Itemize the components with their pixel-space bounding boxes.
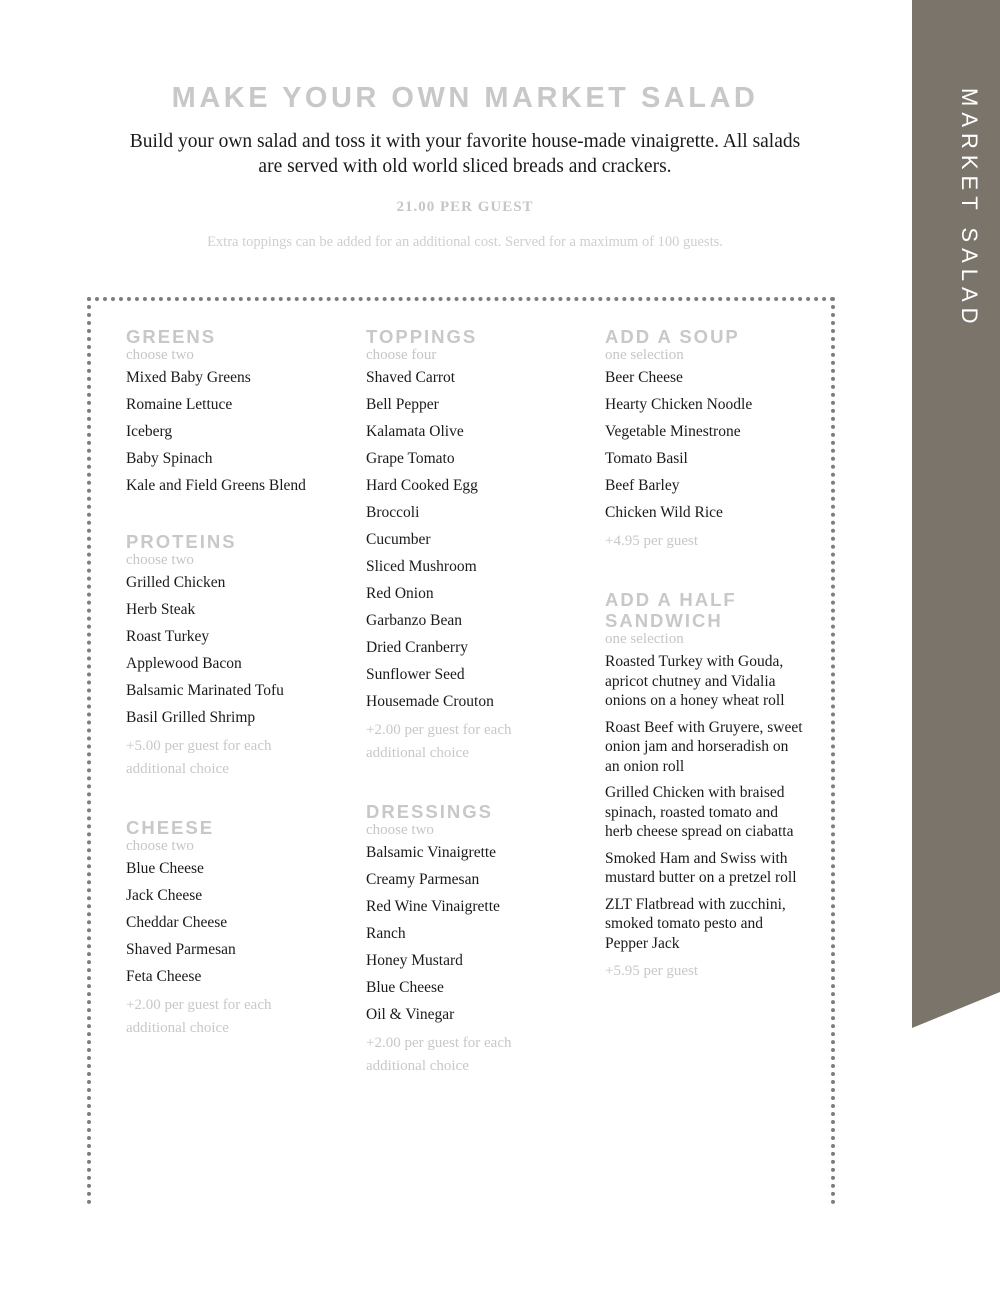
section-toppings xyxy=(366,326,566,765)
section-instruction: choose two xyxy=(126,838,194,854)
menu-item: Hearty Chicken Noodle xyxy=(605,396,753,413)
menu-item: Vegetable Minestrone xyxy=(605,423,741,440)
menu-item: Kalamata Olive xyxy=(366,423,464,440)
menu-column-3 xyxy=(605,326,805,1019)
menu-item: Balsamic Vinaigrette xyxy=(366,844,497,861)
additional-cost-note: +2.00 per guest for each additional choice xyxy=(126,997,272,1036)
section-cheese xyxy=(126,817,326,1040)
section-title: DRESSINGS xyxy=(366,801,493,822)
menu-item: Grilled Chicken with braised spinach, roasted tomato and herb cheese spread on ciabatta xyxy=(605,784,794,840)
menu-item: Housemade Crouton xyxy=(366,693,494,710)
price-per-guest: 21.00 PER GUEST xyxy=(396,199,534,215)
menu-item: Tomato Basil xyxy=(605,450,688,467)
menu-item: Iceberg xyxy=(126,423,173,440)
menu-item: Kale and Field Greens Blend xyxy=(126,477,306,494)
additional-cost-note: +4.95 per guest xyxy=(605,533,699,549)
menu-item: Roast Beef with Gruyere, sweet onion jam and horseradish on an onion roll xyxy=(605,718,803,775)
menu-item: Sunflower Seed xyxy=(366,666,465,683)
section-instruction: choose two xyxy=(366,822,434,838)
side-tab-label: MARKET SALAD xyxy=(957,88,982,330)
additional-cost-note: +2.00 per guest for each additional choice xyxy=(366,1035,512,1074)
menu-item: Oil & Vinegar xyxy=(366,1006,455,1023)
menu-item: Herb Steak xyxy=(126,601,196,618)
section-proteins xyxy=(126,531,326,781)
section-title: ADD A SOUP xyxy=(605,326,740,347)
section-instruction: one selection xyxy=(605,631,684,647)
extra-toppings-note: Extra toppings can be added for an additional cost. Served for a maximum of 100 guests. xyxy=(207,234,723,250)
menu-item: Baby Spinach xyxy=(126,450,213,467)
menu-column-2 xyxy=(366,326,566,1114)
menu-item: Grilled Chicken xyxy=(126,574,226,591)
section-add-a-half-sandwich xyxy=(605,589,805,983)
menu-item: Shaved Parmesan xyxy=(126,941,236,958)
menu-item: Blue Cheese xyxy=(126,860,204,877)
menu-item: Basil Grilled Shrimp xyxy=(126,709,256,726)
section-instruction: choose two xyxy=(126,552,194,568)
menu-item: Broccoli xyxy=(366,504,420,521)
menu-item: Applewood Bacon xyxy=(126,655,242,672)
menu-item: Sliced Mushroom xyxy=(366,558,477,575)
menu-item: Beer Cheese xyxy=(605,369,683,386)
section-title: PROTEINS xyxy=(126,531,237,552)
section-title: GREENS xyxy=(126,326,217,347)
additional-cost-note: +5.00 per guest for each additional choice xyxy=(126,738,272,777)
section-instruction: choose two xyxy=(126,347,194,363)
menu-header xyxy=(120,82,810,251)
additional-cost-note: +2.00 per guest for each additional choice xyxy=(366,722,512,761)
menu-item: Balsamic Marinated Tofu xyxy=(126,682,284,699)
menu-item: Hard Cooked Egg xyxy=(366,477,478,494)
section-instruction: choose four xyxy=(366,347,437,363)
menu-item: Roasted Turkey with Gouda, apricot chutney and Vidalia onions on a honey wheat roll xyxy=(605,653,785,709)
menu-item: ZLT Flatbread with zucchini, smoked tomato pesto and Pepper Jack xyxy=(605,895,786,952)
menu-item: Feta Cheese xyxy=(126,968,202,985)
section-title: CHEESE xyxy=(126,817,215,838)
menu-item: Smoked Ham and Swiss with mustard butter on a pretzel roll xyxy=(605,849,797,886)
additional-cost-note: +5.95 per guest xyxy=(605,963,699,979)
menu-item: Red Wine Vinaigrette xyxy=(366,898,500,915)
section-greens xyxy=(126,326,326,495)
menu-item: Bell Pepper xyxy=(366,396,439,413)
menu-item: Cucumber xyxy=(366,531,431,548)
section-dressings xyxy=(366,801,566,1078)
section-instruction: one selection xyxy=(605,347,684,363)
menu-item: Mixed Baby Greens xyxy=(126,369,251,386)
menu-item: Creamy Parmesan xyxy=(366,871,480,888)
menu-item: Romaine Lettuce xyxy=(126,396,233,413)
menu-item: Red Onion xyxy=(366,585,434,602)
menu-item: Cheddar Cheese xyxy=(126,914,228,931)
menu-item: Jack Cheese xyxy=(126,887,203,904)
section-title: TOPPINGS xyxy=(366,326,478,347)
page-title: MAKE YOUR OWN MARKET SALAD xyxy=(171,82,759,114)
section-add-a-soup xyxy=(605,326,805,553)
menu-column-1 xyxy=(126,326,326,1076)
intro-text: Build your own salad and toss it with your favorite house-made vinaigrette. All salads are served with old world sliced breads and crackers. xyxy=(129,131,801,177)
menu-item: Blue Cheese xyxy=(366,979,444,996)
menu-item: Roast Turkey xyxy=(126,628,210,645)
menu-item: Honey Mustard xyxy=(366,952,463,969)
menu-item: Beef Barley xyxy=(605,477,680,494)
menu-item: Chicken Wild Rice xyxy=(605,504,723,521)
menu-item: Shaved Carrot xyxy=(366,369,456,386)
menu-item: Dried Cranberry xyxy=(366,639,468,656)
menu-item: Garbanzo Bean xyxy=(366,612,462,629)
menu-item: Grape Tomato xyxy=(366,450,455,467)
menu-item: Ranch xyxy=(366,925,406,942)
section-title: ADD A HALF SANDWICH xyxy=(605,589,737,631)
